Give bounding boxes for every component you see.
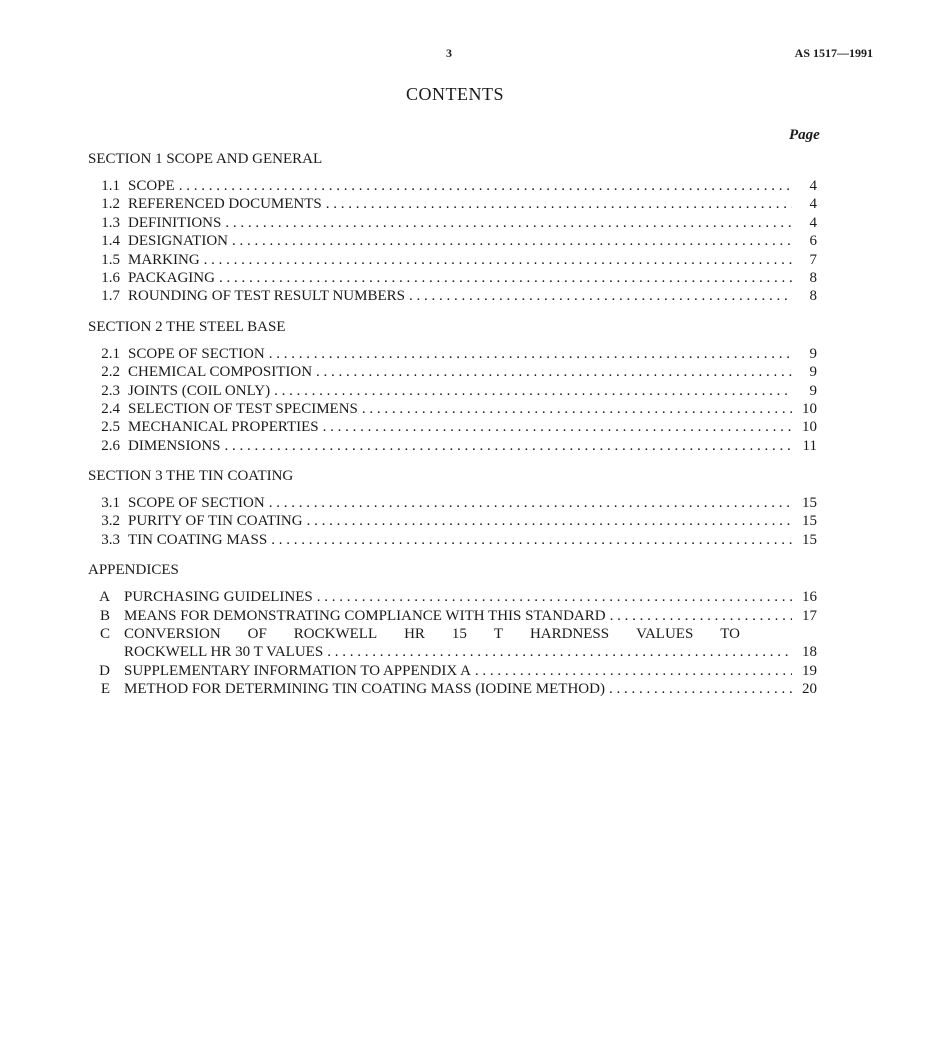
entry-label-line1 <box>124 625 740 643</box>
entry-label: PURCHASING GUIDELINES <box>124 589 313 606</box>
entry-label: SCOPE <box>128 178 175 194</box>
entry-label: DESIGNATION <box>128 233 228 250</box>
section-heading: SECTION 3 THE TIN COATING <box>88 468 294 485</box>
entry-number: 1.5 <box>101 251 120 268</box>
entry-page: 15 <box>802 531 817 548</box>
toc-entry[interactable] <box>88 177 828 195</box>
entry-number: 3.2 <box>101 513 120 530</box>
section-heading: SECTION 2 THE STEEL BASE <box>88 318 286 335</box>
entry-label: TIN COATING MASS <box>128 531 268 548</box>
leader-dots <box>405 287 792 305</box>
entry-number: 3.1 <box>101 495 120 512</box>
entry-label: SELECTION OF TEST SPECIMENS <box>128 400 358 417</box>
label-word: VALUES <box>636 626 694 643</box>
leader-dots <box>228 232 792 250</box>
toc-entry[interactable] <box>88 345 828 363</box>
entry-label: PACKAGING <box>128 269 215 286</box>
entry-letter: D <box>99 662 110 679</box>
toc-entry[interactable] <box>88 400 828 418</box>
leader-dots <box>322 195 792 213</box>
section-heading: SECTION 1 SCOPE AND GENERAL <box>88 151 323 167</box>
leader-dots <box>265 494 792 512</box>
leader-dots <box>606 607 792 625</box>
leader-dots <box>319 418 792 436</box>
entry-page: 9 <box>809 382 817 399</box>
entry-number: 2.1 <box>101 345 120 362</box>
entry-number: 1.6 <box>101 269 120 286</box>
entry-label: ROUNDING OF TEST RESULT NUMBERS <box>128 288 405 305</box>
entry-label-line2: ROCKWELL HR 30 T VALUES <box>124 644 324 661</box>
entry-letter: A <box>99 589 110 606</box>
toc-entry[interactable] <box>88 494 828 512</box>
entry-letter: C <box>99 626 110 643</box>
toc-entry[interactable] <box>88 232 828 250</box>
leader-dots <box>312 363 792 381</box>
entry-label: REFERENCED DOCUMENTS <box>128 196 322 213</box>
entry-label: DIMENSIONS <box>128 437 221 454</box>
entry-page: 11 <box>802 437 817 454</box>
toc-entry[interactable] <box>88 195 828 213</box>
entry-page: 10 <box>802 419 817 436</box>
label-word: CONVERSION <box>124 626 221 643</box>
entry-label: JOINTS (COIL ONLY) <box>128 382 271 399</box>
label-word: ROCKWELL <box>293 626 378 643</box>
toc-entry[interactable] <box>88 269 828 287</box>
toc-entry[interactable] <box>88 382 828 400</box>
entry-letter: B <box>99 607 110 624</box>
entry-page: 8 <box>809 288 817 305</box>
standard-reference: AS 1517—1991 <box>794 46 873 60</box>
appendix-entry[interactable] <box>88 588 828 606</box>
entry-label: SUPPLEMENTARY INFORMATION TO APPENDIX A <box>124 662 471 679</box>
entry-number: 1.1 <box>101 178 120 194</box>
entry-page: 7 <box>809 251 817 268</box>
leader-dots <box>358 400 792 418</box>
entry-label: PURITY OF TIN COATING <box>128 513 303 530</box>
entry-page: 15 <box>802 513 817 530</box>
entry-label: CHEMICAL COMPOSITION <box>128 364 313 381</box>
leader-dots <box>471 662 792 680</box>
toc-entry[interactable] <box>88 287 828 305</box>
leader-dots <box>323 643 792 661</box>
appendix-entry[interactable] <box>88 625 828 643</box>
label-word: T <box>493 626 503 643</box>
page-title: CONTENTS <box>406 84 504 104</box>
entry-page: 15 <box>802 495 817 512</box>
leader-dots <box>303 512 792 530</box>
section-2 <box>88 319 828 455</box>
toc-entry[interactable] <box>88 214 828 232</box>
entry-page: 8 <box>809 269 817 286</box>
entry-number: 1.3 <box>101 214 120 231</box>
entry-letter: E <box>100 681 110 698</box>
entry-number: 3.3 <box>101 531 120 548</box>
label-word: OF <box>247 626 267 643</box>
entry-page: 4 <box>809 196 817 213</box>
toc-entry[interactable] <box>88 251 828 269</box>
entry-page: 4 <box>809 178 817 194</box>
toc-entry[interactable] <box>88 363 828 381</box>
section-3 <box>88 468 828 549</box>
entry-number: 1.4 <box>101 233 120 250</box>
section-heading: APPENDICES <box>88 562 179 579</box>
table-of-contents <box>88 151 828 699</box>
toc-entry[interactable] <box>88 531 828 549</box>
leader-dots <box>265 345 792 363</box>
leader-dots <box>175 177 792 195</box>
entry-label: SCOPE OF SECTION <box>128 495 265 512</box>
label-word: HARDNESS <box>529 626 610 643</box>
appendix-entry[interactable] <box>88 680 828 698</box>
appendices <box>88 562 828 698</box>
entry-page: 9 <box>809 345 817 362</box>
entry-number: 2.2 <box>101 364 120 381</box>
entry-page: 6 <box>809 233 817 250</box>
entry-number: 1.2 <box>101 196 120 213</box>
leader-dots <box>221 214 792 232</box>
entry-page: 17 <box>802 607 817 624</box>
leader-dots <box>200 251 792 269</box>
section-1 <box>88 151 828 306</box>
entry-label: MARKING <box>128 251 200 268</box>
page-number: 3 <box>446 46 452 60</box>
label-word: HR <box>404 626 425 643</box>
leader-dots <box>313 588 792 606</box>
toc-entry[interactable] <box>88 418 828 436</box>
toc-entry[interactable] <box>88 512 828 530</box>
entry-page: 19 <box>802 662 817 679</box>
entry-label: SCOPE OF SECTION <box>128 345 265 362</box>
entry-page: 10 <box>802 400 817 417</box>
leader-dots <box>270 382 792 400</box>
entry-page: 20 <box>802 681 817 698</box>
appendix-entry[interactable] <box>88 607 828 625</box>
label-word: TO <box>720 626 740 643</box>
entry-number: 2.4 <box>101 400 120 417</box>
entry-page: 9 <box>809 364 817 381</box>
toc-entry[interactable] <box>88 437 828 455</box>
page-column-header: Page <box>789 127 820 143</box>
entry-number: 1.7 <box>101 288 120 305</box>
entry-page: 16 <box>802 589 817 606</box>
appendix-entry-continuation[interactable] <box>88 643 828 661</box>
leader-dots <box>605 680 792 698</box>
entry-number: 2.5 <box>101 419 120 436</box>
entry-page: 18 <box>802 644 817 661</box>
leader-dots <box>267 531 792 549</box>
entry-label: MEANS FOR DEMONSTRATING COMPLIANCE WITH THIS STANDARD <box>124 607 606 624</box>
entry-number: 2.6 <box>101 437 120 454</box>
entry-number: 2.3 <box>101 382 120 399</box>
leader-dots <box>221 437 792 455</box>
entry-label: MECHANICAL PROPERTIES <box>128 419 319 436</box>
entry-label: DEFINITIONS <box>128 214 222 231</box>
leader-dots <box>215 269 792 287</box>
label-word: 15 <box>451 626 467 643</box>
entry-page: 4 <box>809 214 817 231</box>
appendix-entry[interactable] <box>88 662 828 680</box>
entry-label: METHOD FOR DETERMINING TIN COATING MASS (IODINE METHOD) <box>124 681 605 698</box>
